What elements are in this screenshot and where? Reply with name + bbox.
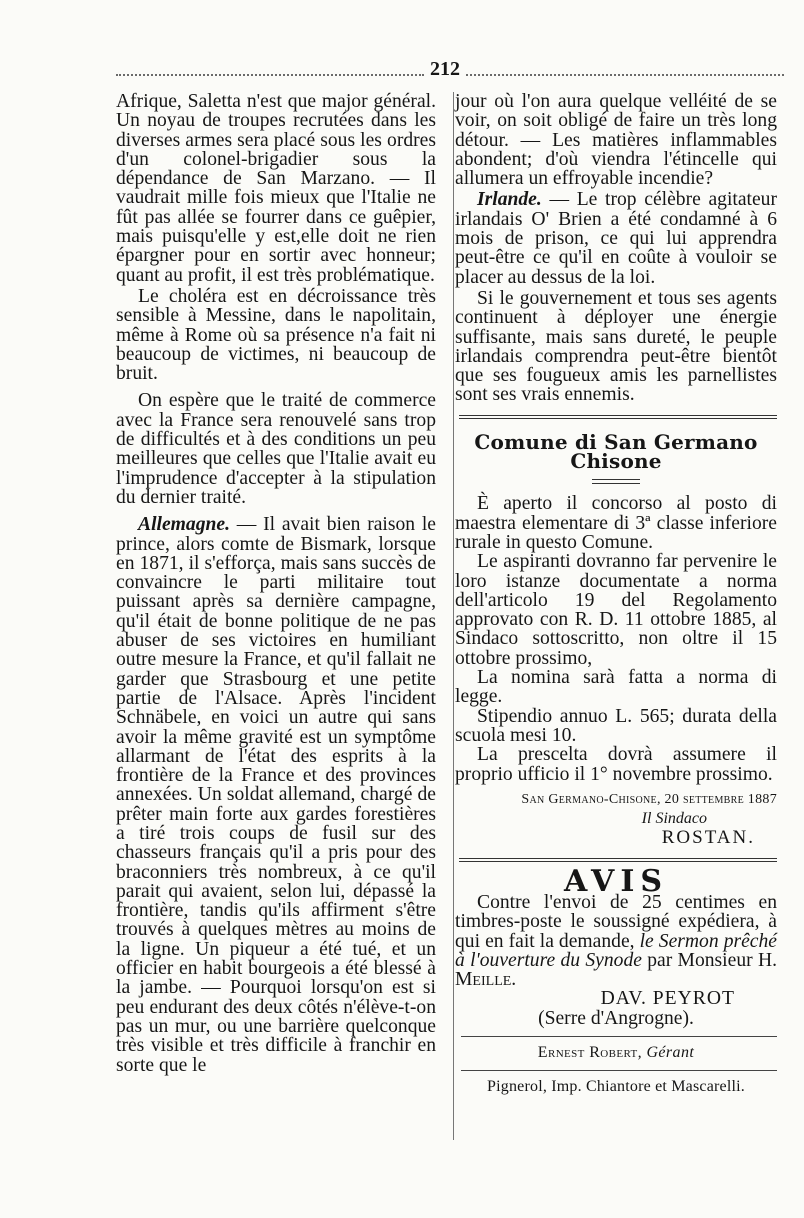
- signatory-name: ROSTAN.: [661, 827, 755, 849]
- gerant-label: , Gérant: [637, 1044, 695, 1062]
- section-separator: [459, 858, 777, 862]
- paragraph-trade-treaty: On espère que le traité de commerce avec la France sera renouvelé sans trop de difficultés et à des conditions un peu meilleures que celles que l'Italie avait eu l'imprudence d'accepter à la stipulation du dernier traité.: [116, 390, 436, 508]
- section-allemagne: [116, 515, 436, 1075]
- gerant-name: Ernest Robert: [537, 1044, 638, 1062]
- avis-author-place: (Serre d'Angrogne).: [538, 1007, 694, 1029]
- page-number: 212: [430, 58, 460, 80]
- commune-paragraph-nomina: La nomina sarà fatta a norma di legge.: [455, 667, 777, 708]
- section-separator: [459, 415, 777, 419]
- section-irlande: [455, 190, 777, 286]
- footer-separator: [461, 1036, 777, 1037]
- heading-irlande: Irlande.: [477, 189, 542, 211]
- avis-paragraph: [455, 893, 777, 989]
- paragraph-allemagne: — Il avait bien raison le prince, alors comte de Bismark, lorsque en 1871, il s'efforça, mais sans succès de convaincre le parti militaire tout puissant après sa dernière campagne, qu'il était de bonne politique de ne pas abuser de ses victoires en humiliant outre mesure la France, et qu'il fallait ne garder que Strasbourg et une petite partie de l'Alsace. Après l'incident Schnäbele, en voici un autre qui sans avoir la même gravité est un symptôme allarmant de l'état des esprits à la frontière de la France et des provinces annexées. Un soldat allemand, chargé de prêter main forte aux gardes forestières a tiré trois coups de fusil sur des chasseurs français qu'il a pris pour des braconniers très nombreux, à ce qu'il parait qui avaient, selon lui, dépassé la frontière, tandis qu'ils affirment s'être trouvés à quelques mètres au moins de la ligne. Un piqueur a été tué, et un officier en habit bourgeois a été blessé à la jambe. — Pourquoi lorsqu'on est si peu endurant des deux côtés n'élève-t-on pas un mur, ou une barrière quelconque très visible et très difficile à franchir en sorte que le: [116, 514, 436, 1076]
- avis-text-mid: par Monsieur H.: [641, 949, 777, 971]
- avis-person-name: Meille: [455, 969, 512, 991]
- signatory-title: Il Sindaco: [641, 810, 707, 828]
- column-divider: [453, 92, 454, 1140]
- header-rule-left: [116, 74, 424, 76]
- paragraph-irish-government: Si le gouvernement et tous ses agents continuent à déployer une énergie suffisante, mais sans dureté, le peuple irlandais comprendra peut-être bientôt que ses fougueux amis les parnellistes sont ses vrais ennemis.: [455, 287, 777, 406]
- gerant-line: [455, 1043, 777, 1062]
- commune-paragraph-prescelta: La prescelta dovrà assumere il proprio ufficio il 1° novembre prossimo.: [455, 744, 777, 785]
- commune-paragraph-aspiranti: Le aspiranti dovranno far pervenire le loro istanze documentate a norma dell'articolo 19 del Regolamento approvato con R. D. 11 ottobre 1885, al Sindaco sottoscritto, non oltre il 15 ottobre prossimo,: [455, 551, 777, 669]
- avis-author: DAV. PEYROT: [600, 988, 735, 1010]
- commune-paragraph-stipendio: Stipendio annuo L. 565; durata della scuola mesi 10.: [455, 705, 777, 746]
- commune-dateline: San Germano-Chisone, 20 settembre 1887: [521, 791, 777, 807]
- sermon-title: le Sermon prêché à l'ouverture du Synode: [455, 930, 777, 971]
- paragraph-cholera: Le choléra est en décroissance très sensible à Messine, dans le napolitain, même à Rome où sa présence n'a fait ni beaucoup de victimes, ni beaucoup de bruit.: [116, 285, 436, 385]
- footer-separator: [461, 1070, 777, 1071]
- avis-title: AVIS: [563, 863, 669, 899]
- avis-text-end: .: [511, 969, 517, 991]
- heading-allemagne: Allemagne.: [138, 514, 230, 536]
- paragraph-irlande: — Le trop célèbre agitateur irlandais O' Brien a été condamné à 6 mois de prison, ce qui lui apprendra peut-être ce qu'il en coûte à vouloir se placer au dessus de la loi.: [455, 189, 777, 288]
- printer-line: Pignerol, Imp. Chiantore et Mascarelli.: [487, 1078, 745, 1096]
- commune-notice-title: Comune di San Germano Chisone: [474, 429, 758, 474]
- right-column: [455, 92, 777, 1097]
- paragraph-italy-army: Afrique, Saletta n'est que major général. Un noyau de troupes recrutées dans les diverses armes sera placé sous les ordres d'un colonel-brigadier sous la dépendance de San Marzano. — Il vaudrait mille fois mieux que l'Italie ne fût pas allée se fourrer dans ce guêpier, mais puisqu'elle y est,elle doit ne rien épargner pour en sortir avec honneur; quant au profit, il est très problématique.: [116, 91, 436, 286]
- avis-text-start: Contre l'envoi de 25 centimes en timbres-poste le soussigné expédiera, à qui en fait la demande,: [455, 891, 777, 952]
- paragraph-continuation: jour où l'on aura quelque velléité de se voir, on soit obligé de faire un très long détour. — Les matières inflammables abondent; d'où viendra l'étincelle qui allumera un effroyable incendie?: [455, 91, 777, 190]
- commune-paragraph-concorso: È aperto il concorso al posto di maestra elementare di 3ª classe inferiore rurale in questo Comune.: [455, 493, 777, 553]
- left-column: [116, 92, 436, 1075]
- title-ornament: [592, 479, 640, 484]
- header-rule-right: [466, 74, 784, 76]
